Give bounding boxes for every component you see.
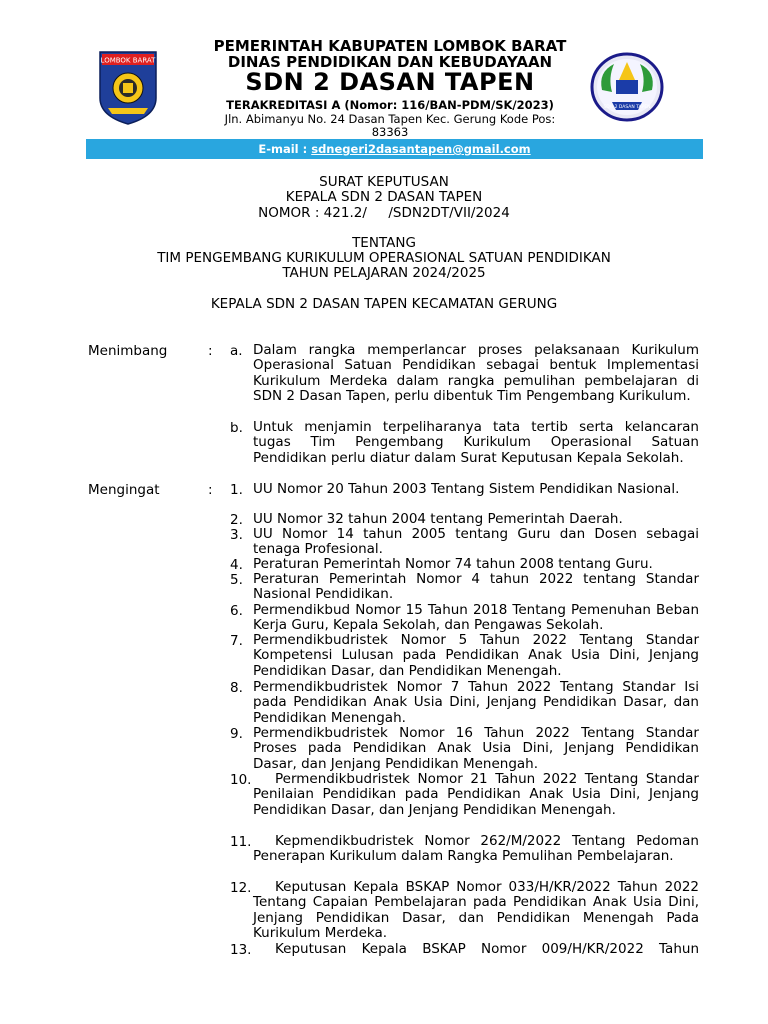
mengingat-colon: : bbox=[208, 482, 213, 498]
doc-year: TAHUN PELAJARAN 2024/2025 bbox=[282, 265, 486, 281]
email-link[interactable]: sdnegeri2dasantapen@gmail.com bbox=[311, 142, 531, 156]
menimbang-label: Menimbang bbox=[88, 343, 168, 359]
list-marker: 5. bbox=[230, 572, 243, 588]
list-item: UU Nomor 32 tahun 2004 tentang Pemerintah Daerah. bbox=[253, 511, 623, 527]
list-marker: 10. bbox=[230, 772, 252, 788]
lombok-barat-logo bbox=[98, 50, 158, 126]
list-item: Keputusan Kepala BSKAP Nomor 009/H/KR/2022 Tahun bbox=[275, 941, 699, 957]
list-marker: 12. bbox=[230, 880, 252, 896]
list-marker: 8. bbox=[230, 680, 243, 696]
list-item: Peraturan Pemerintah Nomor 74 tahun 2008 tentang Guru. bbox=[253, 556, 653, 572]
list-marker: 7. bbox=[230, 633, 243, 649]
list-marker: 11. bbox=[230, 834, 252, 850]
list-marker: 6. bbox=[230, 603, 243, 619]
doc-principal-line: KEPALA SDN 2 DASAN TAPEN KECAMATAN GERUNG bbox=[210, 296, 558, 312]
list-item: Dalam rangka memperlancar proses pelaksanaan Kurikulum Operasional Satuan Pendidikan sebagai bentuk Implementasi Kurikulum Merdeka dalam rangka pemulihan pembelajaran di SDN 2 Dasan Tapen, perlu dibentuk Tim Pengembang Kurikulum. bbox=[253, 342, 699, 405]
list-marker: 2. bbox=[230, 512, 243, 528]
email-label: E-mail : bbox=[258, 142, 312, 156]
list-marker: b. bbox=[230, 420, 243, 436]
list-item: UU Nomor 20 Tahun 2003 Tentang Sistem Pendidikan Nasional. bbox=[253, 481, 680, 497]
list-marker: 3. bbox=[230, 527, 243, 543]
list-marker: 4. bbox=[230, 557, 243, 573]
list-item: Kepmendikbudristek Nomor 262/M/2022 Tentang Pedoman Penerapan Kurikulum dalam Rangka Pemulihan Pembelajaran. bbox=[253, 833, 699, 865]
government-line: PEMERINTAH KABUPATEN LOMBOK BARAT bbox=[213, 37, 567, 55]
department-line: DINAS PENDIDIKAN DAN KEBUDAYAAN bbox=[227, 53, 553, 71]
list-item: Permendikbud Nomor 15 Tahun 2018 Tentang Pemenuhan Beban Kerja Guru, Kepala Sekolah, dan Pengawas Sekolah. bbox=[253, 602, 699, 634]
address-line-2: 83363 bbox=[371, 125, 409, 139]
list-marker: 13. bbox=[230, 942, 252, 958]
list-marker: 1. bbox=[230, 482, 243, 498]
doc-issuer: KEPALA SDN 2 DASAN TAPEN bbox=[285, 189, 483, 205]
list-item: Untuk menjamin terpeliharanya tata tertib serta kelancaran tugas Tim Pengembang Kurikulum Operasional Satuan Pendidikan perlu diatur dalam Surat Keputusan Kepala Sekolah. bbox=[253, 419, 699, 466]
list-item: Permendikbudristek Nomor 5 Tahun 2022 Tentang Standar Kompetensi Lulusan pada Pendidikan Anak Usia Dini, Jenjang Pendidikan Dasar, dan Pendidikan Menengah. bbox=[253, 632, 699, 679]
svg-text:LOMBOK BARAT: LOMBOK BARAT bbox=[100, 56, 156, 65]
doc-title: SURAT KEPUTUSAN bbox=[319, 174, 449, 190]
email-bar bbox=[86, 139, 703, 159]
list-marker: 9. bbox=[230, 726, 243, 742]
mengingat-label: Mengingat bbox=[88, 482, 160, 498]
svg-text:SDN 2 DASAN TAPEN: SDN 2 DASAN TAPEN bbox=[603, 105, 651, 110]
list-item: Peraturan Pemerintah Nomor 4 tahun 2022 tentang Standar Nasional Pendidikan. bbox=[253, 571, 699, 603]
list-item: Keputusan Kepala BSKAP Nomor 033/H/KR/2022 Tahun 2022 Tentang Capaian Pembelajaran pada Pendidikan Anak Usia Dini, Jenjang Pendidikan Dasar, dan Pendidikan Menengah Pada Kurikulum Merdeka. bbox=[253, 879, 699, 942]
list-item: Permendikbudristek Nomor 16 Tahun 2022 Tentang Standar Proses pada Pendidikan Anak Usia Dini, Jenjang Pendidikan Dasar, dan Jenjang Pendidikan Menengah. bbox=[253, 725, 699, 772]
doc-about-label: TENTANG bbox=[352, 235, 416, 251]
list-item: Permendikbudristek Nomor 21 Tahun 2022 Tentang Standar Penilaian Pendidikan pada Pendidikan Anak Usia Dini, Jenjang Pendidikan Dasar, dan Jenjang Pendidikan Menengah. bbox=[253, 771, 699, 818]
list-item: UU Nomor 14 tahun 2005 tentang Guru dan Dosen sebagai tenaga Profesional. bbox=[253, 526, 699, 558]
doc-number: NOMOR : 421.2/ /SDN2DT/VII/2024 bbox=[258, 205, 510, 221]
accreditation-line: TERAKREDITASI A (Nomor: 116/BAN-PDM/SK/2023) bbox=[226, 98, 554, 112]
address-line-1: Jln. Abimanyu No. 24 Dasan Tapen Kec. Gerung Kode Pos: bbox=[224, 112, 556, 126]
school-name: SDN 2 DASAN TAPEN bbox=[245, 68, 535, 96]
list-item: Permendikbudristek Nomor 7 Tahun 2022 Tentang Standar Isi pada Pendidikan Anak Usia Dini, Jenjang Pendidikan Dasar, dan Pendidikan Menengah. bbox=[253, 679, 699, 726]
doc-subject: TIM PENGEMBANG KURIKULUM OPERASIONAL SATUAN PENDIDIKAN bbox=[157, 250, 611, 266]
menimbang-colon: : bbox=[208, 343, 213, 359]
list-marker: a. bbox=[230, 343, 243, 359]
